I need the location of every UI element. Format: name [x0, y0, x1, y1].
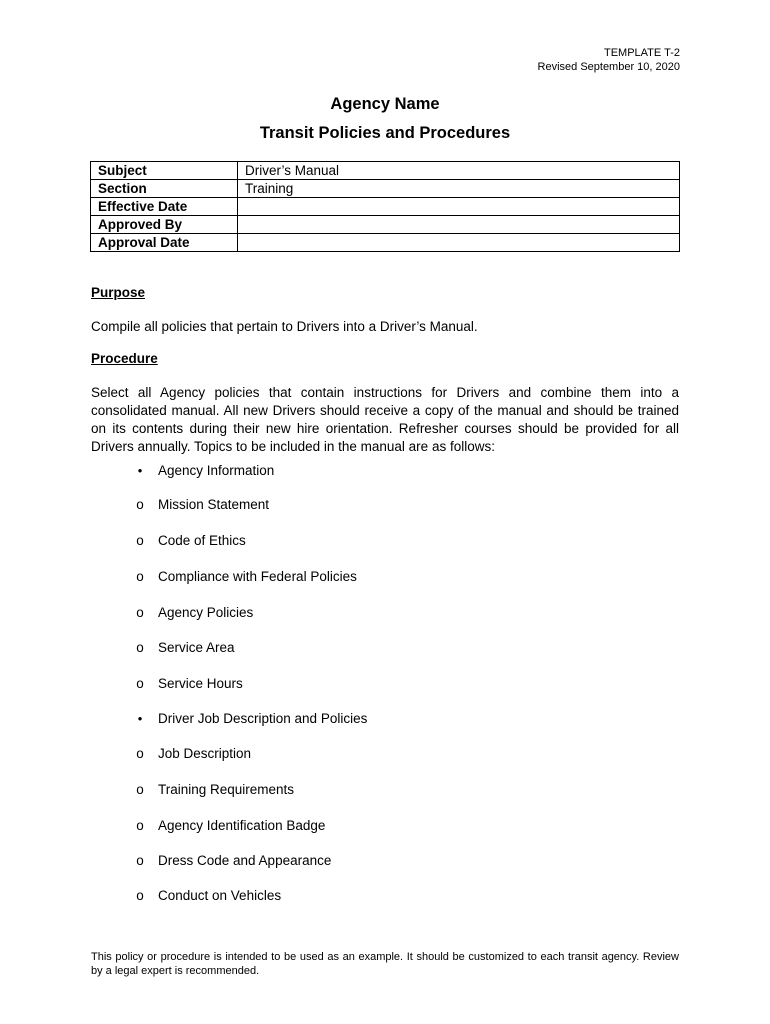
topic-text: Job Description: [158, 746, 252, 761]
sub-bullet-marker: o: [136, 605, 144, 620]
topic-text: Agency Policies: [158, 605, 254, 620]
topic-text: Conduct on Vehicles: [158, 888, 282, 903]
footer-disclaimer: This policy or procedure is intended to be used as an example. It should be customized to each transit agency. Review by a legal expert is recommended.: [91, 951, 679, 977]
sub-bullet-marker: o: [136, 853, 144, 868]
table-row: [91, 216, 680, 234]
topic-text: Code of Ethics: [158, 533, 246, 548]
purpose-heading: Purpose: [91, 285, 146, 300]
table-row: [91, 234, 680, 252]
sub-bullet-marker: o: [136, 533, 144, 548]
section-label: Section: [91, 180, 238, 198]
sub-bullet-marker: o: [136, 497, 144, 512]
topic-text: Dress Code and Appearance: [158, 853, 332, 868]
subject-label: Subject: [91, 162, 238, 180]
procedure-text: Select all Agency policies that contain instructions for Drivers and combine them into a consolidated manual. All new Drivers should receive a copy of the manual and should be trained on its contents during their new hire orientation. Refresher courses should be provided for all Drivers annually. Topics to be included in the manual are as follows:: [91, 385, 679, 454]
effective-date-label: Effective Date: [91, 198, 238, 216]
sub-bullet-marker: o: [136, 676, 144, 691]
topic-text: Agency Information: [158, 463, 275, 478]
procedure-heading: Procedure: [91, 351, 158, 366]
topic-text: Agency Identification Badge: [158, 818, 326, 833]
sub-bullet-marker: o: [136, 746, 144, 761]
topic-text: Mission Statement: [158, 497, 270, 512]
bullet-marker: •: [137, 463, 143, 478]
bullet-marker: •: [137, 711, 143, 726]
agency-name: Agency Name: [330, 95, 440, 113]
sub-bullet-marker: o: [136, 640, 144, 655]
template-label: TEMPLATE T-2: [603, 47, 680, 59]
sub-bullet-marker: o: [136, 782, 144, 797]
effective-date-value: [238, 198, 680, 216]
topic-text: Service Hours: [158, 676, 243, 691]
table-row: [91, 198, 680, 216]
topic-text: Service Area: [158, 640, 235, 655]
approval-date-value: [238, 234, 680, 252]
sub-bullet-marker: o: [136, 818, 144, 833]
topic-text: Driver Job Description and Policies: [158, 711, 368, 726]
policy-meta-table: [90, 161, 680, 252]
purpose-text: Compile all policies that pertain to Drivers into a Driver’s Manual.: [91, 319, 478, 334]
table-row: [91, 162, 680, 180]
revised-date: Revised September 10, 2020: [537, 61, 680, 73]
template-header: [538, 46, 680, 74]
topic-text: Compliance with Federal Policies: [158, 569, 357, 584]
approved-by-value: [238, 216, 680, 234]
document-title: Transit Policies and Procedures: [259, 124, 511, 142]
sub-bullet-marker: o: [136, 569, 144, 584]
topic-text: Training Requirements: [158, 782, 295, 797]
approval-date-label: Approval Date: [91, 234, 238, 252]
sub-bullet-marker: o: [136, 888, 144, 903]
section-value: Training: [238, 180, 680, 198]
table-row: [91, 180, 680, 198]
subject-value: Driver’s Manual: [238, 162, 680, 180]
approved-by-label: Approved By: [91, 216, 238, 234]
